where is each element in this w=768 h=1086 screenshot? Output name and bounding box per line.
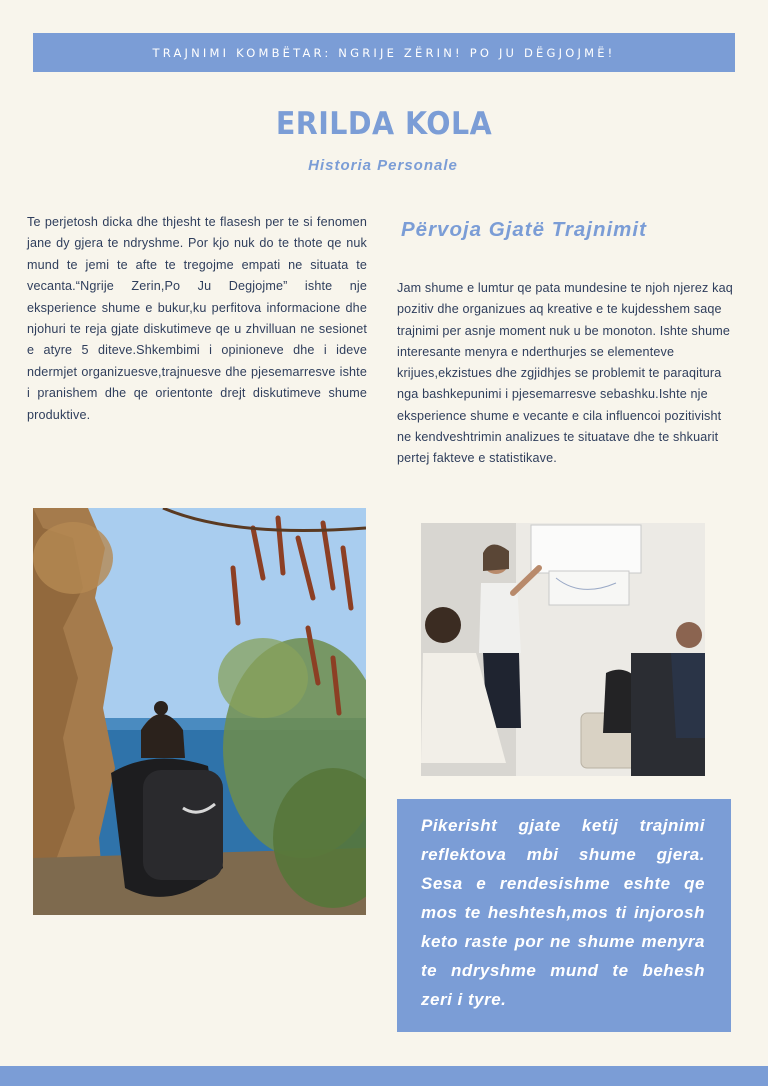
quote-box [397,799,731,1032]
right-heading: Përvoja Gjatë Trajnimit [401,218,647,241]
quote-text: Pikerisht gjate ketij trajnimi reflektova mbi shume gjera. Sesa e rendesishme eshte qe mos te heshtesh,mos ti injorosh keto raste por ne shume menyra te ndryshme mund te behesh zeri i tyre. [421,816,705,1009]
bottom-bar [0,1066,768,1086]
photo-training-session [421,523,705,776]
right-paragraph: Jam shume e lumtur qe pata mundesine te njoh njerez kaq pozitiv dhe organizues aq kreative e te kujdesshem saqe trajnimi per asnje moment nuk u be monoton. Ishte shume interesante menyra e nderthurjes se elementeve krijues,ekzistues dhe zgjidhjes se problemit te paraqitura nga bashkepunimi i pjesemarresve sebashku.Ishte nje eksperience shume e vecante e cila influencoi pozitivisht ne kendveshtrimin analizues te situatave dhe te shkuarit pertej fakteve e statistikave. [397,281,733,466]
photo-cliff-sea [33,508,366,915]
left-paragraph: Te perjetosh dicka dhe thjesht te flasesh per te si fenomen jane dy gjera te ndryshme. Por kjo nuk do te thote qe nuk mund te jemi te afte te tregojme empati ne situata te vecanta.“Ngrije Zerin,Po Ju Degjojme” ishte nje eksperience shume e bukur,ku perfitova informacione dhe njohuri te reja gjate diskutimeve qe u zhvilluan ne sesionet e atyre 5 diteve.Shkembimi i opinioneve dhe i ideve ndermjet organizuesve,trajnuesve dhe pjesemarresve ishte i pranishem dhe qe orientonte drejt diskutimeve shume produktive. [27,215,367,422]
person-name: ERILDA KOLA [275,106,493,142]
top-banner [33,33,735,72]
page-subtitle: Historia Personale [308,157,458,174]
banner-text: TRAJNIMI KOMBËTAR: NGRIJE ZËRIN! PO JU DËGJOJMË! [152,45,616,60]
photo-training-illustration [421,523,705,776]
photo-cliff-sea-illustration [33,508,366,915]
